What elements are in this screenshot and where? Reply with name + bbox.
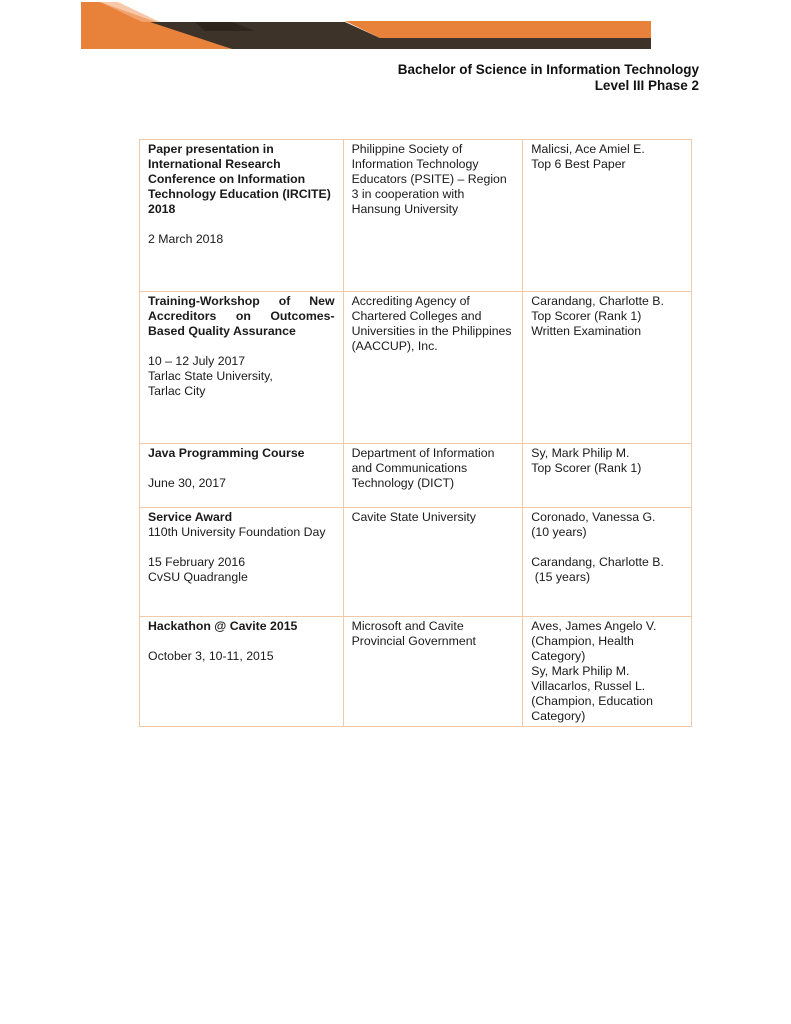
event-cell <box>140 444 344 508</box>
recipient-name: Sy, Mark Philip M. <box>531 664 630 678</box>
organizer-name: Microsoft and Cavite Provincial Government <box>351 619 476 648</box>
recipient-cell <box>523 292 692 444</box>
header-banner <box>0 0 791 60</box>
document-header <box>398 62 699 94</box>
event-cell <box>140 617 344 727</box>
event-title: Hackathon @ Cavite 2015 <box>148 619 298 633</box>
event-venue: CvSU Quadrangle <box>148 570 248 584</box>
event-date: 15 February 2016 <box>148 555 246 569</box>
event-date: October 3, 10-11, 2015 <box>148 649 274 663</box>
event-cell <box>140 140 344 292</box>
recipient-name: Coronado, Vanessa G. <box>531 510 656 524</box>
recipient-name: Aves, James Angelo V. <box>531 619 657 633</box>
event-date: 10 – 12 July 2017 <box>148 354 246 368</box>
table-row <box>140 444 692 508</box>
level-phase: Level III Phase 2 <box>594 78 699 93</box>
event-subtitle: 110th University Foundation Day <box>148 525 326 539</box>
recipient-note: (10 years) <box>531 525 587 539</box>
organizer-name: Philippine Society of Information Technology Educators (PSITE) – Region 3 in cooperation with Hansung University <box>351 142 507 216</box>
event-cell <box>140 508 344 617</box>
event-date: 2 March 2018 <box>148 232 224 246</box>
recipient-name: Carandang, Charlotte B. <box>531 555 664 569</box>
organizer-name: Cavite State University <box>351 510 476 524</box>
event-title: Service Award <box>148 510 233 524</box>
recipient-cell <box>523 617 692 727</box>
event-title: Paper presentation in International Research Conference on Information Technology Education (IRCITE) 2018 <box>148 142 331 216</box>
recipient-cell <box>523 444 692 508</box>
recipient-note: Top Scorer (Rank 1) <box>531 309 642 323</box>
table-row <box>140 508 692 617</box>
organizer-cell <box>343 444 523 508</box>
recipient-note: (15 years) <box>531 570 591 584</box>
event-cell <box>140 292 344 444</box>
organizer-cell <box>343 508 523 617</box>
organizer-cell <box>343 140 523 292</box>
table-row <box>140 617 692 727</box>
recipient-name: Malicsi, Ace Amiel E. <box>531 142 645 156</box>
recipient-name: Villacarlos, Russel L. <box>531 679 646 693</box>
event-title: Java Programming Course <box>148 446 305 460</box>
event-venue: Tarlac State University, <box>148 369 273 383</box>
recipient-name: Sy, Mark Philip M. <box>531 446 630 460</box>
organizer-cell <box>343 292 523 444</box>
recipient-note: (Champion, Health Category) <box>531 634 634 663</box>
recipient-note: Written Examination <box>531 324 642 338</box>
recipient-note: Top 6 Best Paper <box>531 157 626 171</box>
organizer-name: Department of Information and Communications Technology (DICT) <box>351 446 495 490</box>
program-title: Bachelor of Science in Information Technology <box>397 62 699 77</box>
organizer-cell <box>343 617 523 727</box>
recipient-cell <box>523 140 692 292</box>
banner-orange-right <box>345 21 651 38</box>
organizer-name: Accrediting Agency of Chartered Colleges and Universities in the Philippines (AACCUP), Inc. <box>351 294 512 353</box>
table-row <box>140 292 692 444</box>
table-row <box>140 140 692 292</box>
recipient-name: Carandang, Charlotte B. <box>531 294 664 308</box>
recipient-note: (Champion, Education Category) <box>531 694 653 723</box>
event-date: June 30, 2017 <box>148 476 226 490</box>
recipient-note: Top Scorer (Rank 1) <box>531 461 642 475</box>
recipient-cell <box>523 508 692 617</box>
event-title: Training-Workshop of New Accreditors on Outcomes-Based Quality Assurance <box>148 294 335 338</box>
event-city: Tarlac City <box>148 384 206 398</box>
awards-table <box>139 139 692 727</box>
